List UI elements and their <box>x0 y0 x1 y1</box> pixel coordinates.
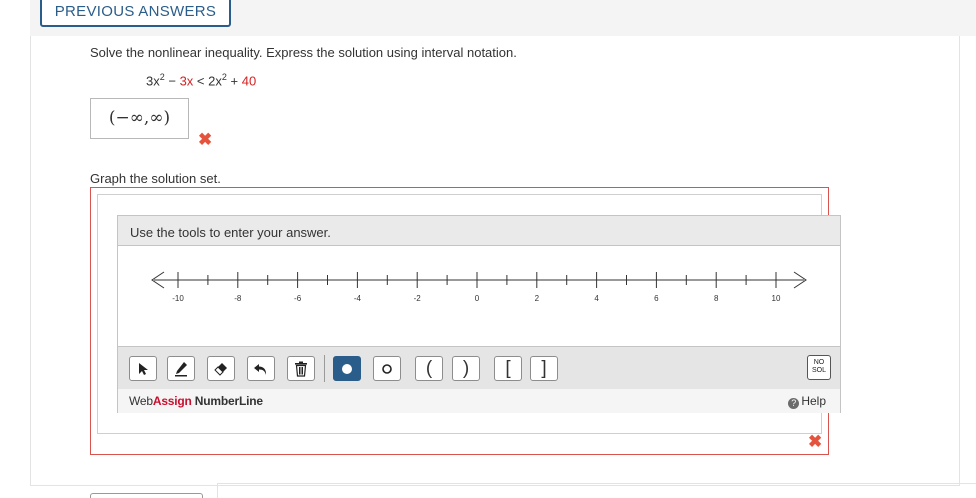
inequality-left-term: 3x <box>146 73 160 89</box>
right-paren-label: ) <box>462 357 470 379</box>
left-paren-label: ( <box>425 357 433 379</box>
right-paren-tool[interactable] <box>452 356 480 381</box>
brand-assign: Assign <box>152 394 192 408</box>
tick-label: -8 <box>234 294 242 303</box>
incorrect-icon: ✖ <box>808 432 823 451</box>
filled-circle-icon <box>340 362 354 376</box>
right-bracket-tool[interactable] <box>530 356 558 381</box>
inequality-right-exponent: 2 <box>221 72 227 82</box>
graph-prompt: Graph the solution set. <box>90 171 221 186</box>
inequality-constant: 40 <box>241 73 257 89</box>
tick-label: 6 <box>654 294 659 303</box>
right-bracket-label: ] <box>541 357 547 379</box>
previous-answers-button[interactable]: PREVIOUS ANSWERS <box>40 0 231 27</box>
tick-label: 4 <box>594 294 599 303</box>
open-circle-icon <box>380 362 394 376</box>
inequality-left-exponent: 2 <box>159 72 165 82</box>
closed-point-tool[interactable] <box>333 356 361 381</box>
webassign-logo <box>129 394 263 408</box>
eraser-icon <box>213 361 229 377</box>
tick-label: 2 <box>534 294 540 303</box>
inequality-right-term: 2x <box>208 73 222 89</box>
tick-label: -2 <box>413 294 421 303</box>
incorrect-icon: ✖ <box>198 130 213 149</box>
undo-tool[interactable] <box>247 356 275 381</box>
no-solution-line1: NO <box>813 359 825 366</box>
trash-icon <box>294 361 308 377</box>
number-line[interactable] <box>118 247 840 345</box>
no-solution-line2: SOL <box>811 367 826 374</box>
trash-tool[interactable] <box>287 356 315 381</box>
tool-header: Use the tools to enter your answer. <box>118 216 840 246</box>
tick-label: -6 <box>294 294 302 303</box>
toolbar <box>118 346 840 389</box>
tick-label: -10 <box>172 294 184 303</box>
inequality <box>146 72 256 88</box>
left-bracket-label: [ <box>505 357 511 379</box>
tick-label: 10 <box>771 294 781 303</box>
inequality-lt: < <box>193 73 209 89</box>
help-label: Help <box>801 394 826 408</box>
tick-label: 0 <box>474 294 480 303</box>
left-paren-tool[interactable] <box>415 356 443 381</box>
pencil-icon <box>173 361 189 377</box>
tool-footer <box>118 389 840 413</box>
pencil-tool[interactable] <box>167 356 195 381</box>
no-solution-button[interactable] <box>807 355 831 380</box>
inequality-minus: − <box>164 73 180 89</box>
help-link[interactable] <box>788 394 826 409</box>
pointer-icon <box>136 362 150 376</box>
left-bracket-tool[interactable] <box>494 356 522 381</box>
number-line-tool <box>117 215 841 413</box>
eraser-tool[interactable] <box>207 356 235 381</box>
question-prompt: Solve the nonlinear inequality. Express the solution using interval notation. <box>90 45 517 60</box>
undo-icon <box>253 361 269 377</box>
inequality-plus: + <box>226 73 242 89</box>
interval-answer-field[interactable]: (−∞,∞) <box>90 98 189 139</box>
inequality-linear-term: 3x <box>179 73 194 89</box>
next-question-button[interactable] <box>90 493 203 498</box>
brand-product: NumberLine <box>191 394 263 408</box>
open-point-tool[interactable] <box>373 356 401 381</box>
brand-web: Web <box>129 394 153 408</box>
tick-label: 8 <box>713 294 719 303</box>
toolbar-separator <box>324 355 325 382</box>
help-icon: ? <box>788 398 799 409</box>
pointer-tool[interactable] <box>129 356 157 381</box>
tick-label: -4 <box>353 294 361 303</box>
next-card <box>217 483 976 498</box>
